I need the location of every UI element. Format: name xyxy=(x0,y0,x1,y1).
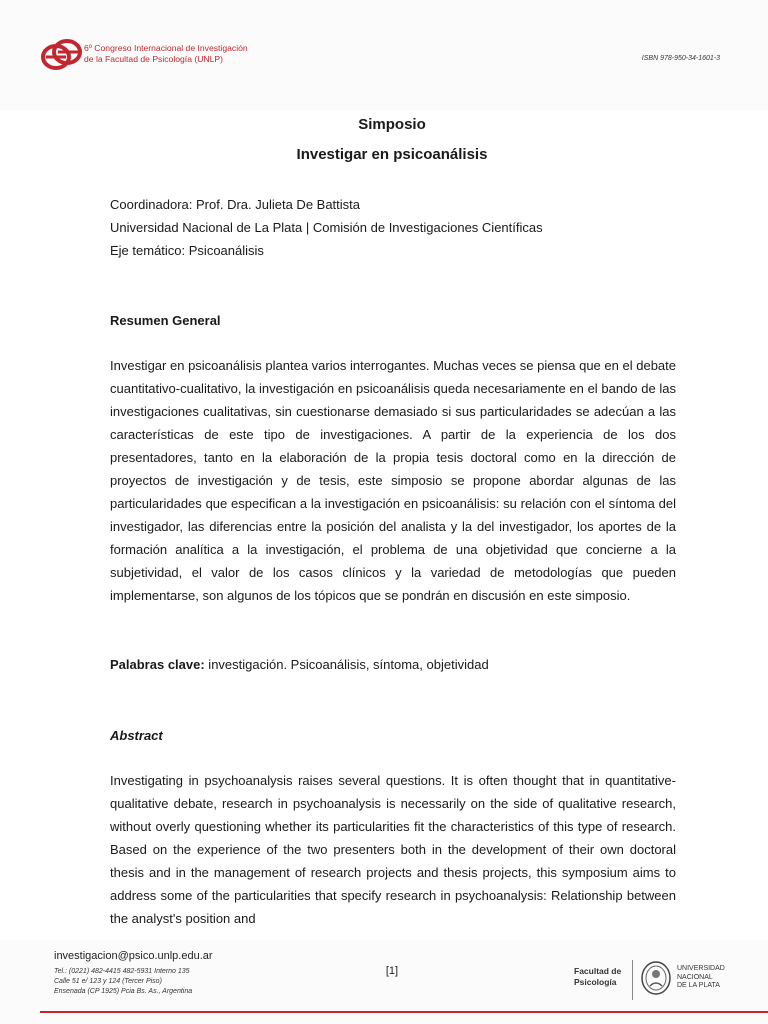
resumen-heading: Resumen General xyxy=(110,313,221,328)
congress-logo-icon xyxy=(40,38,84,72)
congress-line-1: 6º Congreso Internacional de Investigación xyxy=(84,43,248,53)
resumen-body: Investigar en psicoanálisis plantea varios interrogantes. Muchas veces se piensa que en el debate cuantitativo-cualitativo, la investigación en psicoanálisis queda necesariamente en el bando de las investigaciones cualitativas, sin cuestionarse demasiado si sus particularidades se adecúan a las características de este tipo de investigaciones. A partir de la experiencia de los dos presentadores, tanto en la elaboración de la propia tesis doctoral como en la dirección de proyectos de investigación y de tesis, este simposio se propone abordar algunas de las particularidades que especifican a la investigación en psicoanálisis: su relación con el síntoma del investigador, las diferencias entre la posición del analista y la del investigador, los aportes de la formación analítica a la investigación, el problema de una objetividad que concierne a la subjetividad, el valor de los casos clínicos y la variedad de metodologías que pueden implementarse, son algunos de los tópicos que se pondrán en discusión en este simposio. xyxy=(110,358,676,603)
university-name xyxy=(677,965,725,991)
keywords-value: investigación. Psicoanálisis, síntoma, objetividad xyxy=(204,657,489,672)
congress-title xyxy=(84,43,248,64)
unlp-line-1: UNIVERSIDAD xyxy=(677,965,725,972)
footer-divider xyxy=(632,960,633,1000)
university-seal-icon xyxy=(640,960,672,996)
page-number: [1] xyxy=(385,965,399,977)
contact-city: Ensenada (CP 1925) Pcia Bs. As., Argentina xyxy=(54,988,193,995)
faculty-line-2: Psicología xyxy=(574,977,617,987)
congress-line-2: de la Facultad de Psicología (UNLP) xyxy=(84,53,224,64)
isbn: ISBN 978-950-34-1601-3 xyxy=(641,55,720,62)
footer-accent-line xyxy=(40,1011,768,1013)
coordinator: Coordinadora: Prof. Dra. Julieta De Battista xyxy=(110,197,361,212)
unlp-line-3: DE LA PLATA xyxy=(677,982,720,989)
document-type-title: Simposio xyxy=(358,116,426,133)
keywords xyxy=(110,657,489,672)
symposium-title: Investigar en psicoanálisis xyxy=(296,146,488,163)
unlp-line-2: NACIONAL xyxy=(677,973,713,981)
faculty-line-1: Facultad de xyxy=(574,966,622,976)
abstract-heading: Abstract xyxy=(110,728,163,743)
affiliation: Universidad Nacional de La Plata | Comisión de Investigaciones Científicas xyxy=(110,220,543,235)
abstract-body: Investigating in psychoanalysis raises several questions. It is often thought that in quantitative-qualitative debate, research in psychoanalysis is necessarily on the side of qualitative research, without overly questioning whether its particularities fit the characteristics of this type of research. Based on the experience of the two presenters both in the development of their own doctoral thesis and in the management of research projects and thesis projects, this symposium aims to address some of the particularities that specify research in psychoanalysis: Relationship between the analyst's position and xyxy=(110,773,676,926)
contact-street: Calle 51 e/ 123 y 124 (Tercer Piso) xyxy=(54,978,162,985)
thematic-axis: Eje temático: Psicoanálisis xyxy=(110,243,264,258)
contact-email: investigacion@psico.unlp.edu.ar xyxy=(54,950,213,962)
keywords-label: Palabras clave: xyxy=(110,657,205,672)
contact-phone: Tel.: (0221) 482-4415 482-5931 Interno 135 xyxy=(54,968,190,975)
faculty-name xyxy=(574,966,621,988)
